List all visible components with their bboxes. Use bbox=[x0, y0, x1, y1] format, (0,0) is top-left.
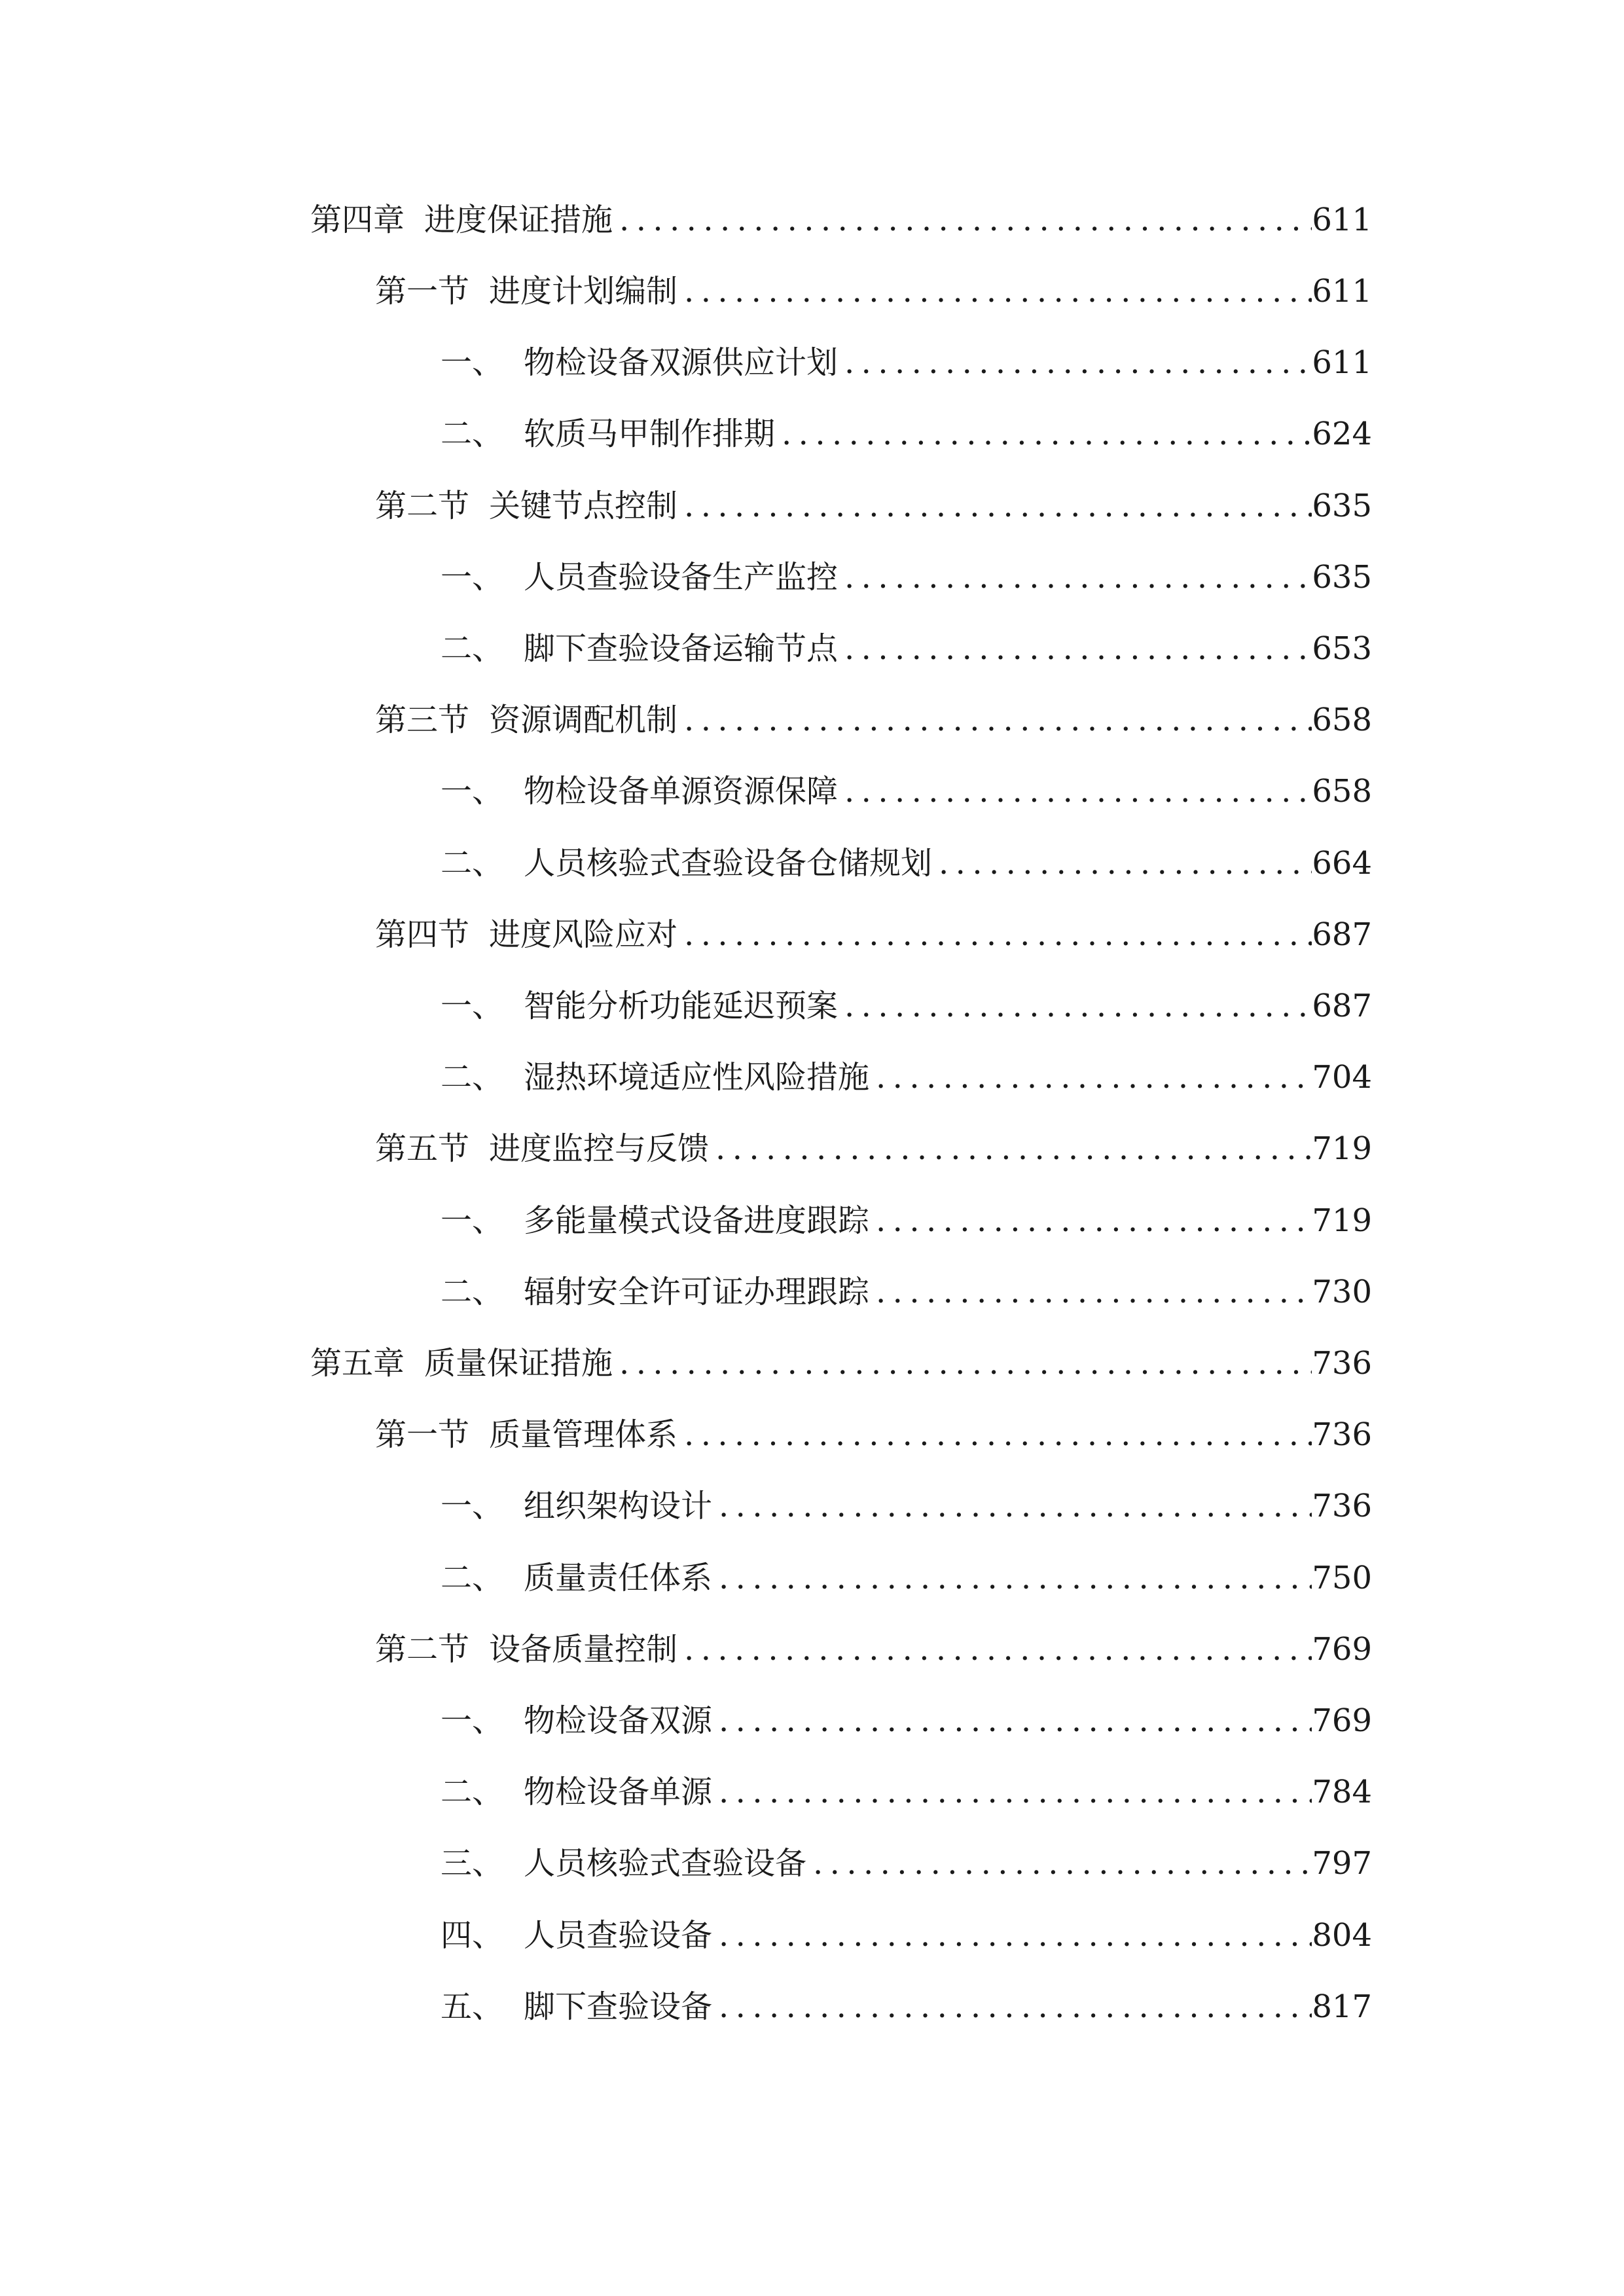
toc-entry-subsection[interactable] bbox=[441, 408, 1372, 460]
toc-entry-subsection[interactable] bbox=[441, 622, 1372, 675]
dot-leader bbox=[775, 408, 1312, 460]
toc-entry-title: 质量责任体系 bbox=[524, 1560, 713, 1596]
toc-entry-page: 804 bbox=[1312, 1917, 1372, 1954]
toc-entry-title: 人员查验设备生产监控 bbox=[524, 559, 839, 596]
toc-entry-number: 一、 bbox=[441, 988, 504, 1024]
toc-entry-page: 704 bbox=[1312, 1059, 1372, 1096]
toc-entry-chapter-4[interactable] bbox=[310, 194, 1372, 246]
toc-entry-number: 第四节 bbox=[375, 916, 470, 953]
toc-entry-number: 一、 bbox=[441, 559, 504, 596]
toc-entry-section[interactable] bbox=[375, 1122, 1372, 1175]
dot-leader bbox=[869, 1194, 1312, 1247]
toc-entry-section[interactable] bbox=[375, 265, 1372, 317]
toc-entry-subsection[interactable] bbox=[441, 1837, 1372, 1890]
toc-entry-page: 730 bbox=[1312, 1274, 1372, 1310]
toc-entry-number: 二、 bbox=[441, 1059, 504, 1096]
toc-entry-title: 人员查验设备 bbox=[524, 1917, 713, 1954]
toc-entry-page: 687 bbox=[1312, 916, 1372, 953]
dot-leader bbox=[677, 1623, 1312, 1676]
toc-entry-number: 第五节 bbox=[375, 1130, 470, 1167]
toc-entry-page: 736 bbox=[1312, 1488, 1372, 1524]
toc-entry-number: 第一节 bbox=[375, 1416, 470, 1453]
toc-entry-page: 611 bbox=[1312, 344, 1372, 381]
dot-leader bbox=[838, 980, 1312, 1032]
toc-entry-number: 一、 bbox=[441, 773, 504, 810]
dot-leader bbox=[838, 336, 1312, 389]
toc-entry-number: 第三节 bbox=[375, 702, 470, 738]
toc-entry-title: 关键节点控制 bbox=[489, 488, 678, 524]
dot-leader bbox=[613, 1337, 1312, 1390]
toc-entry-number: 二、 bbox=[441, 845, 504, 882]
toc-entry-page: 736 bbox=[1312, 1416, 1372, 1453]
toc-entry-subsection[interactable] bbox=[441, 1266, 1372, 1318]
toc-entry-page: 624 bbox=[1312, 416, 1372, 452]
toc-entry-page: 658 bbox=[1312, 702, 1372, 738]
toc-entry-title: 多能量模式设备进度跟踪 bbox=[524, 1202, 870, 1239]
dot-leader bbox=[838, 765, 1312, 817]
toc-entry-number: 四、 bbox=[441, 1917, 504, 1954]
dot-leader bbox=[932, 837, 1312, 889]
toc-entry-section[interactable] bbox=[375, 908, 1372, 961]
toc-entry-page: 611 bbox=[1312, 202, 1372, 238]
toc-entry-title: 物检设备单源资源保障 bbox=[524, 773, 839, 810]
dot-leader bbox=[677, 694, 1312, 746]
toc-entry-page: 719 bbox=[1312, 1202, 1372, 1239]
toc-entry-page: 635 bbox=[1312, 559, 1372, 596]
toc-entry-title: 智能分析功能延迟预案 bbox=[524, 988, 839, 1024]
toc-entry-page: 784 bbox=[1312, 1774, 1372, 1810]
toc-entry-page: 817 bbox=[1312, 1988, 1372, 2025]
toc-entry-page: 653 bbox=[1312, 630, 1372, 667]
toc-entry-page: 658 bbox=[1312, 773, 1372, 810]
toc-entry-page: 719 bbox=[1312, 1130, 1372, 1167]
dot-leader bbox=[613, 194, 1312, 246]
dot-leader bbox=[677, 908, 1312, 961]
toc-entry-title: 软质马甲制作排期 bbox=[524, 416, 776, 452]
toc-entry-number: 第四章 bbox=[310, 202, 405, 238]
dot-leader bbox=[712, 1981, 1312, 2033]
dot-leader bbox=[712, 1552, 1312, 1604]
toc-entry-subsection[interactable] bbox=[441, 837, 1372, 889]
toc-entry-number: 二、 bbox=[441, 1274, 504, 1310]
toc-entry-number: 二、 bbox=[441, 416, 504, 452]
toc-entry-number: 二、 bbox=[441, 630, 504, 667]
toc-entry-page: 736 bbox=[1312, 1345, 1372, 1382]
toc-entry-title: 湿热环境适应性风险措施 bbox=[524, 1059, 870, 1096]
dot-leader bbox=[838, 622, 1312, 675]
toc-entry-subsection[interactable] bbox=[441, 765, 1372, 817]
toc-entry-number: 第二节 bbox=[375, 1631, 470, 1668]
toc-entry-title: 物检设备双源 bbox=[524, 1702, 713, 1739]
toc-entry-title: 质量管理体系 bbox=[489, 1416, 678, 1453]
toc-entry-subsection[interactable] bbox=[441, 1051, 1372, 1103]
dot-leader bbox=[712, 1766, 1312, 1818]
toc-entry-page: 769 bbox=[1312, 1631, 1372, 1668]
toc-entry-subsection[interactable] bbox=[441, 980, 1372, 1032]
toc-entry-title: 脚下查验设备 bbox=[524, 1988, 713, 2025]
dot-leader bbox=[712, 1909, 1312, 1962]
toc-entry-title: 辐射安全许可证办理跟踪 bbox=[524, 1274, 870, 1310]
toc-entry-subsection[interactable] bbox=[441, 1480, 1372, 1532]
toc-entry-page: 664 bbox=[1312, 845, 1372, 882]
toc-entry-number: 五、 bbox=[441, 1988, 504, 2025]
toc-entry-number: 三、 bbox=[441, 1845, 504, 1882]
toc-entry-section[interactable] bbox=[375, 1408, 1372, 1461]
toc-entry-subsection[interactable] bbox=[441, 1766, 1372, 1818]
toc-entry-title: 脚下查验设备运输节点 bbox=[524, 630, 839, 667]
dot-leader bbox=[709, 1122, 1312, 1175]
dot-leader bbox=[712, 1480, 1312, 1532]
toc-entry-title: 设备质量控制 bbox=[489, 1631, 678, 1668]
toc-entry-title: 人员核验式查验设备仓储规划 bbox=[524, 845, 933, 882]
toc-entry-subsection[interactable] bbox=[441, 1981, 1372, 2033]
toc-entry-number: 一、 bbox=[441, 1702, 504, 1739]
toc-entry-subsection[interactable] bbox=[441, 336, 1372, 389]
toc-entry-number: 第五章 bbox=[310, 1345, 405, 1382]
toc-entry-number: 第二节 bbox=[375, 488, 470, 524]
toc-entry-title: 资源调配机制 bbox=[489, 702, 678, 738]
toc-entry-page: 797 bbox=[1312, 1845, 1372, 1882]
dot-leader bbox=[712, 1695, 1312, 1747]
toc-entry-page: 750 bbox=[1312, 1560, 1372, 1596]
dot-leader bbox=[869, 1266, 1312, 1318]
toc-entry-number: 一、 bbox=[441, 1488, 504, 1524]
toc-entry-title: 质量保证措施 bbox=[424, 1345, 613, 1382]
toc-entry-section[interactable] bbox=[375, 480, 1372, 532]
toc-entry-subsection[interactable] bbox=[441, 551, 1372, 603]
toc-entry-page: 611 bbox=[1312, 273, 1372, 310]
toc-entry-number: 一、 bbox=[441, 1202, 504, 1239]
dot-leader bbox=[677, 265, 1312, 317]
toc-entry-title: 进度保证措施 bbox=[424, 202, 613, 238]
toc-entry-title: 物检设备双源供应计划 bbox=[524, 344, 839, 381]
toc-entry-subsection[interactable] bbox=[441, 1695, 1372, 1747]
toc-entry-title: 进度风险应对 bbox=[489, 916, 678, 953]
toc-entry-section[interactable] bbox=[375, 694, 1372, 746]
toc-entry-number: 第一节 bbox=[375, 273, 470, 310]
dot-leader bbox=[869, 1051, 1312, 1103]
toc-entry-subsection[interactable] bbox=[441, 1552, 1372, 1604]
toc-entry-subsection[interactable] bbox=[441, 1909, 1372, 1962]
dot-leader bbox=[838, 551, 1312, 603]
toc-entry-title: 组织架构设计 bbox=[524, 1488, 713, 1524]
toc-entry-page: 769 bbox=[1312, 1702, 1372, 1739]
toc-entry-page: 635 bbox=[1312, 488, 1372, 524]
toc-entry-subsection[interactable] bbox=[441, 1194, 1372, 1247]
toc-entry-title: 进度计划编制 bbox=[489, 273, 678, 310]
toc-entry-number: 二、 bbox=[441, 1774, 504, 1810]
toc-entry-number: 二、 bbox=[441, 1560, 504, 1596]
toc-entry-page: 687 bbox=[1312, 988, 1372, 1024]
dot-leader bbox=[677, 480, 1312, 532]
toc-entry-chapter-5[interactable] bbox=[310, 1337, 1372, 1390]
dot-leader bbox=[806, 1837, 1312, 1890]
dot-leader bbox=[677, 1408, 1312, 1461]
toc-entry-section[interactable] bbox=[375, 1623, 1372, 1676]
toc-entry-title: 物检设备单源 bbox=[524, 1774, 713, 1810]
toc-entry-title: 人员核验式查验设备 bbox=[524, 1845, 807, 1882]
toc-entry-title: 进度监控与反馈 bbox=[489, 1130, 710, 1167]
toc-entry-number: 一、 bbox=[441, 344, 504, 381]
